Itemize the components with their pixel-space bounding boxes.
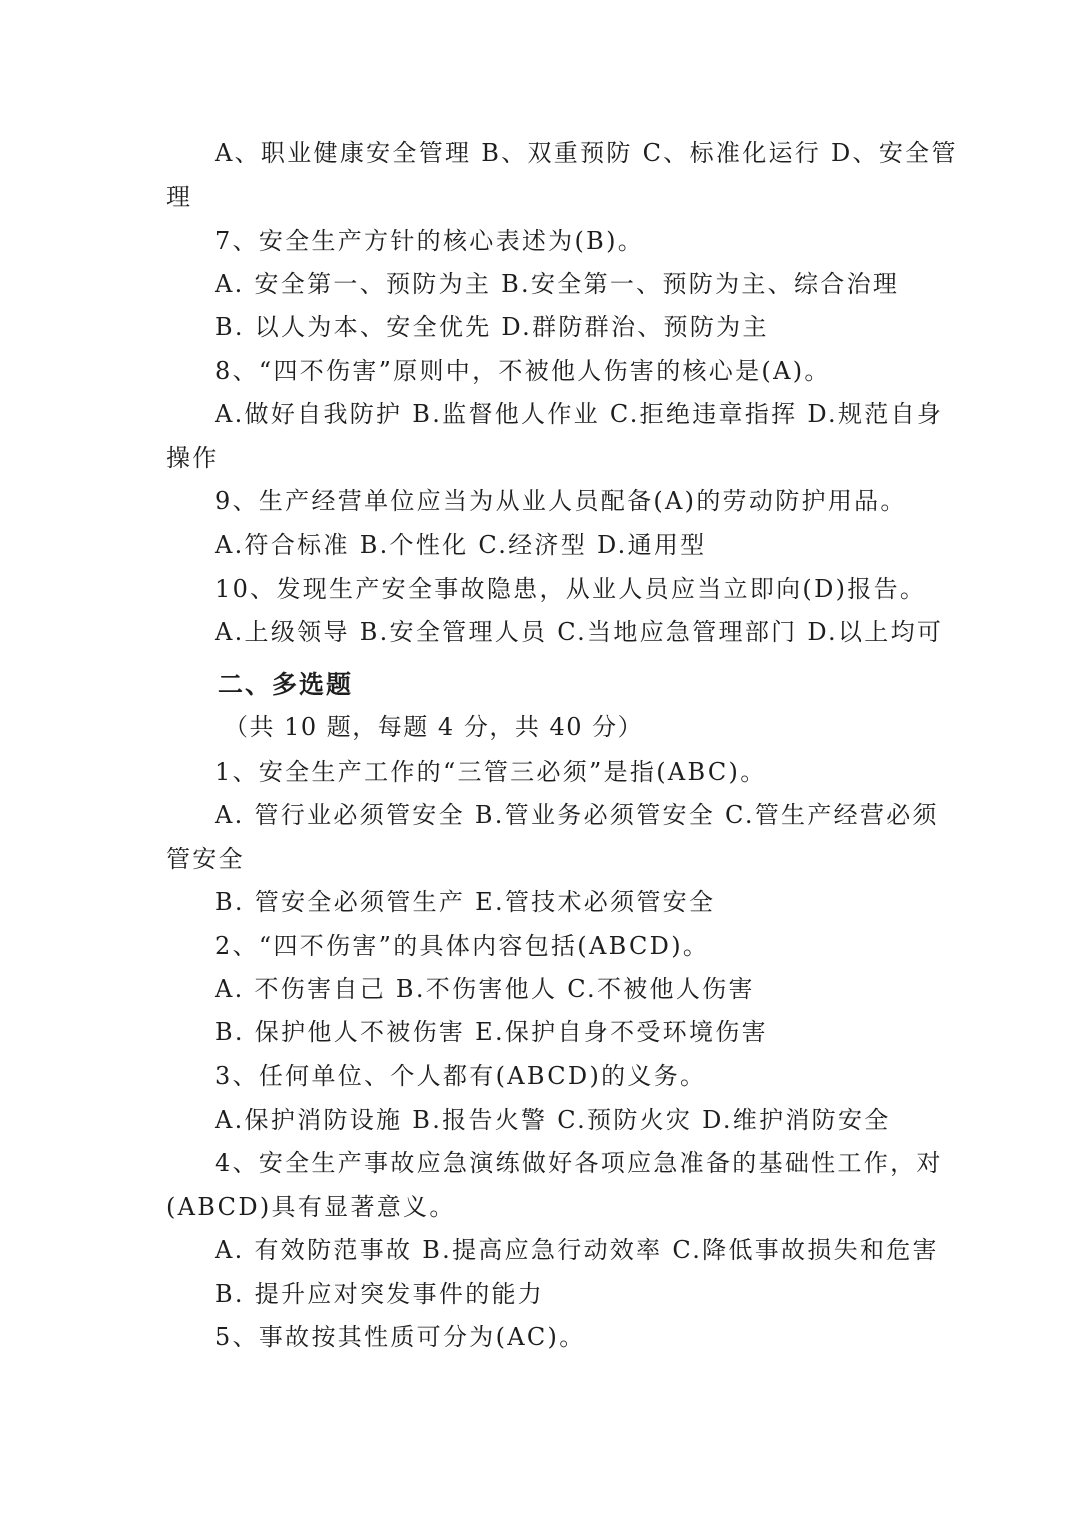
q7-question: 7、安全生产方针的核心表述为(B)。: [215, 227, 645, 255]
mq1-question: 1、安全生产工作的“三管三必须”是指(ABC)。: [215, 758, 767, 786]
mq5-question: 5、事故按其性质可分为(AC)。: [215, 1323, 586, 1351]
mq1-options-line-2: 管安全: [166, 845, 245, 873]
mq4-options-line-1: A. 有效防范事故 B.提高应急行动效率 C.降低事故损失和危害: [215, 1236, 939, 1264]
mq4-options-line-2: B. 提升应对突发事件的能力: [215, 1280, 545, 1308]
q8-question: 8、“四不伤害”原则中，不被他人伤害的核心是(A)。: [215, 357, 831, 385]
section-heading-multiple-choice: 二、多选题: [218, 670, 354, 699]
mq3-options: A.保护消防设施 B.报告火警 C.预防火灾 D.维护消防安全: [215, 1106, 891, 1134]
q8-options-line-2: 操作: [166, 444, 219, 472]
q9-question: 9、生产经营单位应当为从业人员配备(A)的劳动防护用品。: [215, 487, 907, 515]
q6-options-line-1: A、职业健康安全管理 B、双重预防 C、标准化运行 D、安全管: [215, 139, 958, 167]
mq2-question: 2、“四不伤害”的具体内容包括(ABCD)。: [215, 932, 710, 960]
q10-options: A.上级领导 B.安全管理人员 C.当地应急管理部门 D.以上均可: [215, 618, 944, 646]
mq4-question-line-1: 4、安全生产事故应急演练做好各项应急准备的基础性工作，对: [215, 1149, 943, 1177]
q8-options-line-1: A.做好自我防护 B.监督他人作业 C.拒绝违章指挥 D.规范自身: [215, 400, 944, 428]
q9-options: A.符合标准 B.个性化 C.经济型 D.通用型: [215, 531, 707, 559]
q10-question: 10、发现生产安全事故隐患，从业人员应当立即向(D)报告。: [215, 575, 927, 603]
mq4-question-line-2: (ABCD)具有显著意义。: [166, 1193, 456, 1221]
mq1-options-line-1: A. 管行业必须管安全 B.管业务必须管安全 C.管生产经营必须: [215, 801, 939, 829]
q7-options-line-1: A. 安全第一、预防为主 B.安全第一、预防为主、综合治理: [215, 270, 900, 298]
mq2-options-line-1: A. 不伤害自己 B.不伤害他人 C.不被他人伤害: [215, 975, 755, 1003]
mq2-options-line-2: B. 保护他人不被伤害 E.保护自身不受环境伤害: [215, 1018, 768, 1046]
q6-options-line-2: 理: [166, 183, 193, 211]
mq1-options-line-3: B. 管安全必须管生产 E.管技术必须管安全: [215, 888, 716, 916]
q7-options-line-2: B. 以人为本、安全优先 D.群防群治、预防为主: [215, 313, 769, 341]
section-scoring-note: （共 10 题，每题 4 分，共 40 分）: [224, 713, 644, 741]
mq3-question: 3、任何单位、个人都有(ABCD)的义务。: [215, 1062, 707, 1090]
